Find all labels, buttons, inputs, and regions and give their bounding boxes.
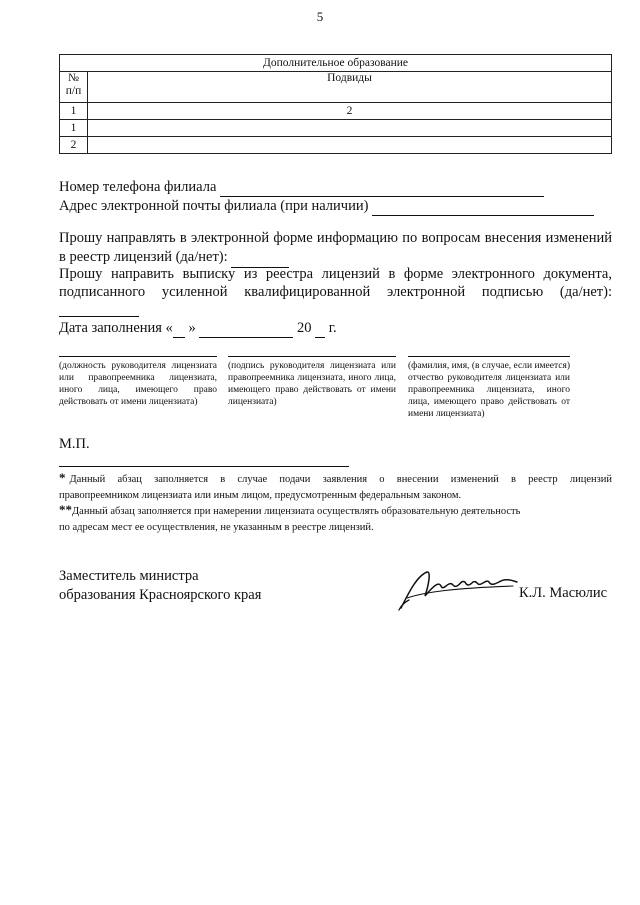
footnote-1-line1: Данный абзац заполняется в случае подачи заявления о внесении изменений в реестр лицензий — [69, 474, 612, 485]
signoff-position-line1: Заместитель министра — [59, 568, 199, 584]
handwritten-signature — [395, 562, 525, 614]
row-value[interactable] — [88, 137, 612, 154]
request1-input[interactable] — [231, 248, 289, 268]
header-subtypes: Подвиды — [88, 72, 612, 103]
page-number: 5 — [316, 9, 324, 24]
table-row — [60, 137, 612, 154]
education-table — [59, 54, 612, 154]
phone-label: Номер телефона филиала — [59, 179, 217, 195]
request2-line2: подписанного усиленной квалифицированной электронной подписью (да/нет): — [59, 284, 612, 300]
date-suffix: г. — [328, 320, 337, 336]
date-label: Дата заполнения « — [59, 320, 173, 336]
signature-sign: (подпись руководителя лицензиата или правопреемника лицензиата, иного лица, имеющего право действовать от имени лицензиата) — [228, 356, 396, 408]
request1-text: Прошу направлять в электронной форме информацию по вопросам внесения изменений в реестр лицензий (да/нет): — [59, 230, 612, 265]
footnote-mark-1: * — [59, 470, 66, 485]
header-num: № п/п — [60, 72, 88, 103]
table-title: Дополнительное образование — [60, 55, 612, 72]
request2-line1: Прошу направить выписку из реестра лицензий в форме электронного документа, — [59, 266, 612, 282]
signoff-name: К.Л. Масюлис — [519, 585, 608, 601]
footnote-2 — [59, 502, 612, 536]
email-input[interactable] — [372, 198, 594, 216]
footnote-2-line2: по адресам мест ее осуществления, не указанным в реестре лицензий. — [59, 522, 374, 533]
signature-fullname: (фамилия, имя, (в случае, если имеется) отчество руководителя лицензиата или правопреемника лицензиата, иного лица, имеющего право действовать от имени лицензиата) — [408, 356, 570, 420]
footnote-1 — [59, 470, 612, 504]
phone-input[interactable] — [220, 179, 544, 197]
footnote-mark-2: ** — [59, 502, 72, 517]
phone-field — [59, 179, 544, 197]
date-quote: » — [188, 320, 196, 336]
date-day-input[interactable] — [173, 320, 185, 338]
footnote-divider — [59, 466, 349, 467]
date-year-input[interactable] — [315, 320, 325, 338]
footnote-1-line2: правопреемником лицензиата или иным лицом, предусмотренным федеральным законом. — [59, 490, 462, 501]
row-num: 1 — [60, 120, 88, 137]
row-num: 2 — [60, 137, 88, 154]
date-field — [59, 320, 337, 338]
email-label: Адрес электронной почты филиала (при наличии) — [59, 198, 369, 214]
signoff-position — [59, 567, 261, 605]
email-field — [59, 198, 594, 216]
date-month-input[interactable] — [199, 320, 293, 338]
col-index-subtypes: 2 — [88, 103, 612, 120]
signature-position: (должность руководителя лицензиата или правопреемника лицензиата, иного лица, имеющего право действовать от имени лицензиата) — [59, 356, 217, 408]
row-value[interactable] — [88, 120, 612, 137]
request-registry-info — [59, 229, 612, 268]
footnote-2-line1: Данный абзац заполняется при намерении лицензиата осуществлять образовательную деятельность — [72, 506, 521, 517]
stamp-label: М.П. — [59, 436, 90, 452]
col-index-num: 1 — [60, 103, 88, 120]
date-year: 20 — [296, 320, 312, 336]
table-row — [60, 120, 612, 137]
signoff-position-line2: образования Красноярского края — [59, 587, 262, 603]
request2-input[interactable] — [59, 316, 139, 317]
